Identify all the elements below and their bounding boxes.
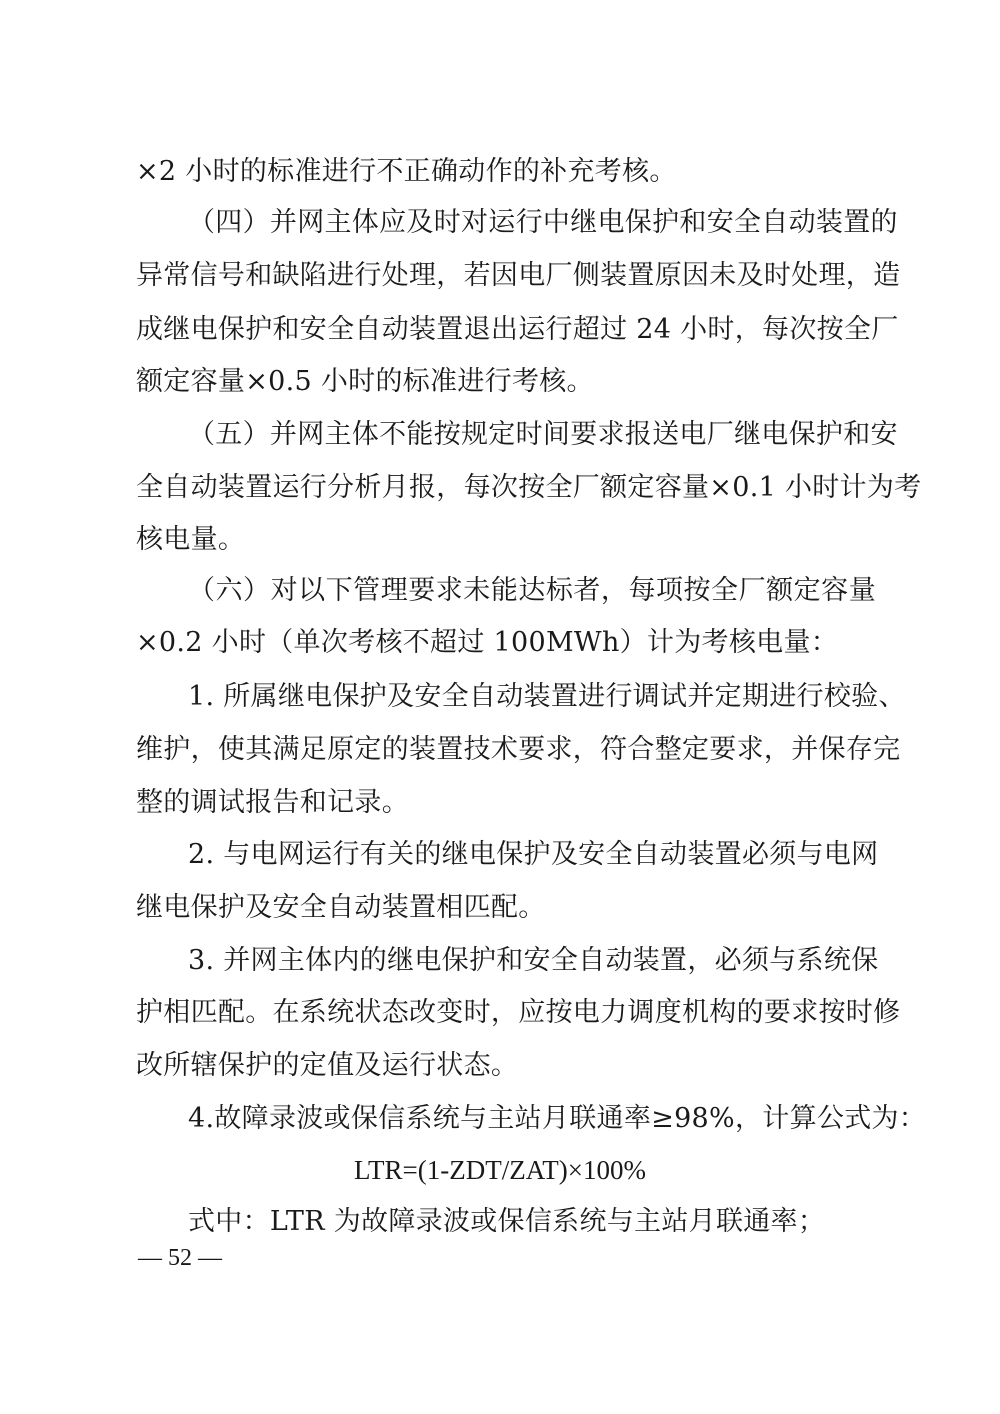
- text-line: 2. 与电网运行有关的继电保护及安全自动装置必须与电网: [188, 839, 879, 870]
- text-line: ×2 小时的标准进行不正确动作的补充考核。: [136, 156, 677, 187]
- text-line: 继电保护及安全自动装置相匹配。: [136, 892, 546, 923]
- text-line: 1. 所属继电保护及安全自动装置进行调试并定期进行校验、: [188, 681, 906, 712]
- text-line: 成继电保护和安全自动装置退出运行超过 24 小时，每次按全厂: [136, 314, 899, 345]
- text-line: （四）并网主体应及时对运行中继电保护和安全自动装置的: [188, 207, 898, 238]
- text-line: （六）对以下管理要求未能达标者，每项按全厂额定容量: [188, 575, 876, 606]
- text-line: 式中：LTR 为故障录波或保信系统与主站月联通率；: [188, 1206, 826, 1237]
- page-number: — 52 —: [138, 1245, 222, 1271]
- text-line: 改所辖保护的定值及运行状态。: [136, 1050, 519, 1081]
- text-line: 3. 并网主体内的继电保护和安全自动装置，必须与系统保: [188, 945, 879, 976]
- text-line: 整的调试报告和记录。: [136, 787, 409, 818]
- text-line: 核电量。: [136, 524, 246, 555]
- text-line: ×0.2 小时（单次考核不超过 100MWh）计为考核电量：: [136, 627, 839, 658]
- text-line: （五）并网主体不能按规定时间要求报送电厂继电保护和安: [188, 419, 898, 450]
- text-line: 全自动装置运行分析月报，每次按全厂额定容量×0.1 小时计为考: [136, 472, 922, 503]
- text-line: 4.故障录波或保信系统与主站月联通率≥98%，计算公式为：: [188, 1103, 927, 1134]
- text-line: 护相匹配。在系统状态改变时，应按电力调度机构的要求按时修: [136, 997, 901, 1028]
- text-line: 额定容量×0.5 小时的标准进行考核。: [136, 366, 594, 397]
- text-line: 维护，使其满足原定的装置技术要求，符合整定要求，并保存完: [136, 734, 901, 765]
- text-line: 异常信号和缺陷进行处理，若因电厂侧装置原因未及时处理，造: [136, 260, 901, 291]
- formula: LTR=(1-ZDT/ZAT)×100%: [354, 1155, 646, 1185]
